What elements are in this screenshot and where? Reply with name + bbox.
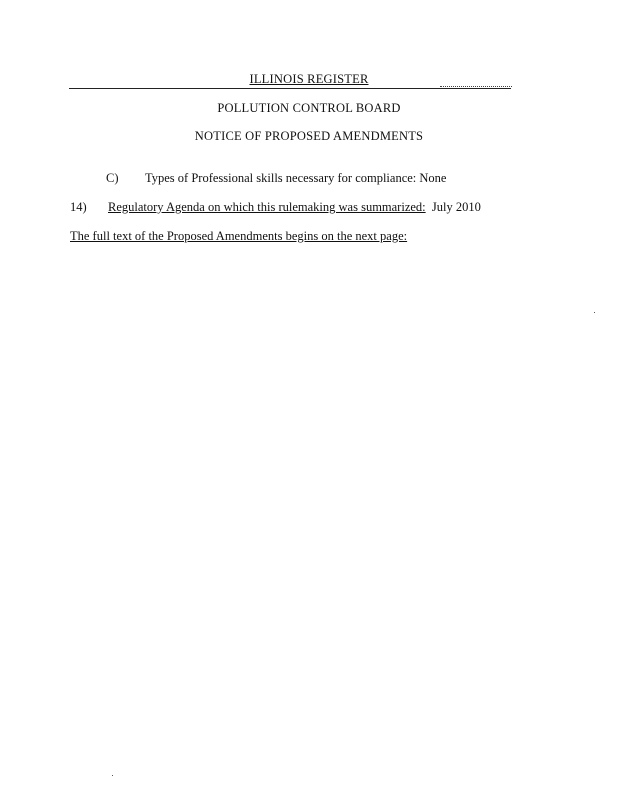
- item-14-value: July 2010: [425, 200, 481, 214]
- item-14-text: [108, 200, 481, 215]
- header-rule-tail: [440, 86, 512, 87]
- header-rule: [69, 88, 511, 89]
- item-14-label: 14): [70, 200, 87, 214]
- full-text-notice: The full text of the Proposed Amendments begins on the next page:: [70, 229, 408, 243]
- item-c-label: C): [106, 171, 119, 185]
- register-title: ILLINOIS REGISTER: [249, 72, 369, 86]
- board-name: POLLUTION CONTROL BOARD: [217, 101, 401, 115]
- notice-title: NOTICE OF PROPOSED AMENDMENTS: [194, 129, 424, 143]
- scan-speck: [594, 312, 595, 313]
- scan-speck: [112, 775, 113, 776]
- item-14-underlined-text: Regulatory Agenda on which this rulemaking was summarized:: [108, 200, 426, 214]
- item-c-text: Types of Professional skills necessary for compliance: None: [145, 171, 447, 185]
